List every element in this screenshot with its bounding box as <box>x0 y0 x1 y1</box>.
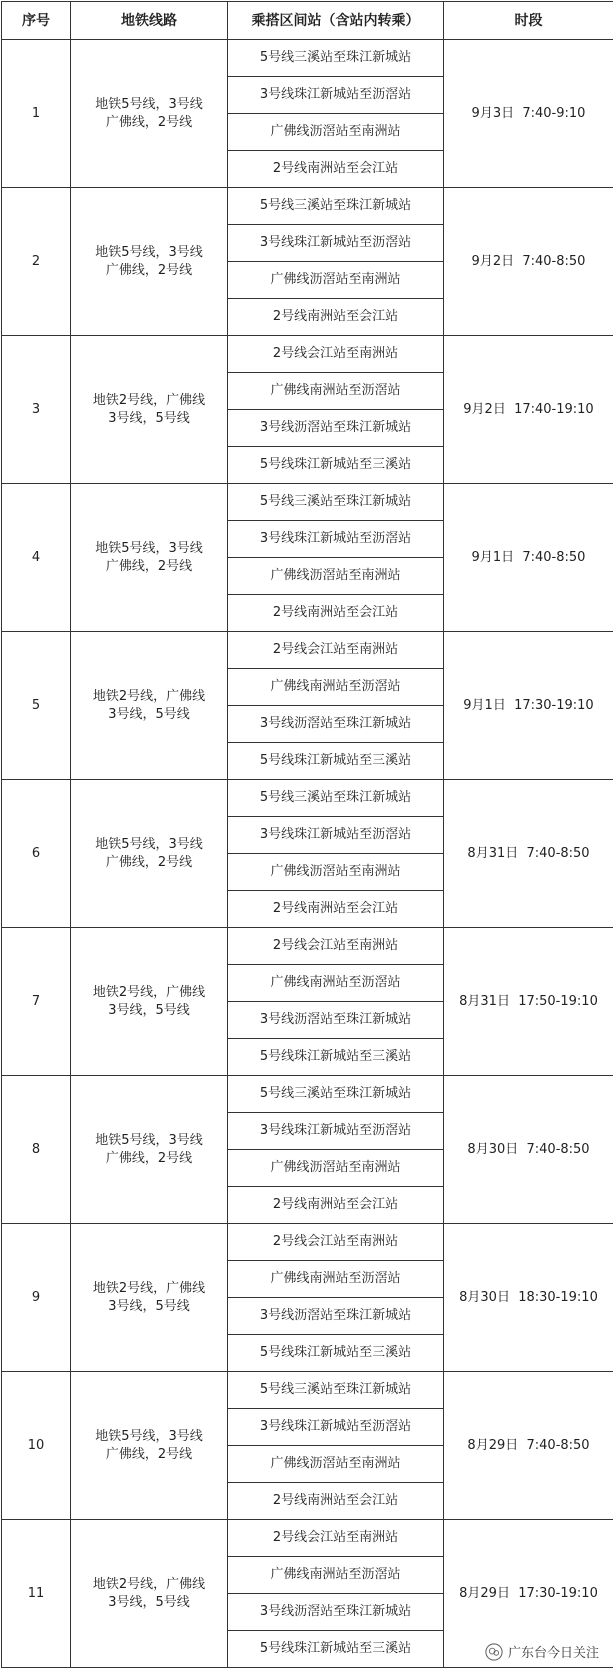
segment-cell: 广佛线南洲站至沥滘站 <box>228 1557 444 1594</box>
segment-cell: 2号线会江站至南洲站 <box>228 928 444 965</box>
metro-lines: 地铁2号线，广佛线 3号线，5号线 <box>71 928 228 1076</box>
table-row <box>2 1520 613 1557</box>
header-metro-lines: 地铁线路 <box>71 2 228 40</box>
metro-lines: 地铁2号线，广佛线 3号线，5号线 <box>71 632 228 780</box>
table-row <box>2 336 613 373</box>
segment-cell: 广佛线沥滘站至南洲站 <box>228 262 444 299</box>
segment-cell: 广佛线南洲站至沥滘站 <box>228 965 444 1002</box>
row-number: 8 <box>2 1076 71 1224</box>
row-number: 6 <box>2 780 71 928</box>
segment-cell: 3号线珠江新城站至沥滘站 <box>228 1113 444 1150</box>
segment-cell: 2号线会江站至南洲站 <box>228 1224 444 1261</box>
segment-cell: 广佛线沥滘站至南洲站 <box>228 854 444 891</box>
row-number: 1 <box>2 40 71 188</box>
table-row <box>2 632 613 669</box>
table-row <box>2 1076 613 1113</box>
table-row <box>2 484 613 521</box>
segment-cell: 5号线三溪站至珠江新城站 <box>228 1372 444 1409</box>
segment-cell: 5号线三溪站至珠江新城站 <box>228 780 444 817</box>
time-slot: 9月1日 7:40-8:50 <box>444 484 613 632</box>
wechat-icon <box>485 1643 503 1661</box>
segment-cell: 5号线珠江新城站至三溪站 <box>228 1039 444 1076</box>
row-number: 2 <box>2 188 71 336</box>
segment-cell: 2号线南洲站至会江站 <box>228 151 444 188</box>
segment-cell: 广佛线沥滘站至南洲站 <box>228 1446 444 1483</box>
segment-cell: 2号线南洲站至会江站 <box>228 891 444 928</box>
table-body <box>2 40 613 1668</box>
segment-cell: 5号线珠江新城站至三溪站 <box>228 1335 444 1372</box>
segment-cell: 2号线南洲站至会江站 <box>228 595 444 632</box>
segment-cell: 广佛线南洲站至沥滘站 <box>228 373 444 410</box>
segment-cell: 5号线三溪站至珠江新城站 <box>228 484 444 521</box>
time-slot: 8月29日 17:30-19:10 <box>444 1520 613 1668</box>
time-slot: 9月1日 17:30-19:10 <box>444 632 613 780</box>
segment-cell: 3号线珠江新城站至沥滘站 <box>228 77 444 114</box>
segment-cell: 5号线三溪站至珠江新城站 <box>228 188 444 225</box>
header-segments: 乘搭区间站（含站内转乘） <box>228 2 444 40</box>
segment-cell: 5号线珠江新城站至三溪站 <box>228 743 444 780</box>
segment-cell: 3号线珠江新城站至沥滘站 <box>228 817 444 854</box>
watermark-text: 广东台今日关注 <box>507 1646 599 1661</box>
metro-lines: 地铁5号线，3号线 广佛线，2号线 <box>71 40 228 188</box>
time-slot: 8月29日 7:40-8:50 <box>444 1372 613 1520</box>
metro-lines: 地铁5号线，3号线 广佛线，2号线 <box>71 780 228 928</box>
segment-cell: 3号线沥滘站至珠江新城站 <box>228 1002 444 1039</box>
table-row <box>2 1224 613 1261</box>
segment-cell: 2号线南洲站至会江站 <box>228 1187 444 1224</box>
segment-cell: 2号线南洲站至会江站 <box>228 1483 444 1520</box>
watermark <box>481 1640 603 1663</box>
table-row <box>2 1372 613 1409</box>
row-number: 10 <box>2 1372 71 1520</box>
time-slot: 9月2日 17:40-19:10 <box>444 336 613 484</box>
segment-cell: 5号线三溪站至珠江新城站 <box>228 40 444 77</box>
segment-cell: 广佛线沥滘站至南洲站 <box>228 1150 444 1187</box>
segment-cell: 2号线会江站至南洲站 <box>228 632 444 669</box>
schedule-table <box>1 1 613 1668</box>
segment-cell: 3号线沥滘站至珠江新城站 <box>228 1594 444 1631</box>
segment-cell: 3号线沥滘站至珠江新城站 <box>228 410 444 447</box>
row-number: 4 <box>2 484 71 632</box>
metro-lines: 地铁5号线，3号线 广佛线，2号线 <box>71 1076 228 1224</box>
time-slot: 9月3日 7:40-9:10 <box>444 40 613 188</box>
segment-cell: 3号线珠江新城站至沥滘站 <box>228 521 444 558</box>
segment-cell: 2号线会江站至南洲站 <box>228 1520 444 1557</box>
row-number: 3 <box>2 336 71 484</box>
segment-cell: 2号线南洲站至会江站 <box>228 299 444 336</box>
segment-cell: 5号线珠江新城站至三溪站 <box>228 1631 444 1668</box>
table-row <box>2 780 613 817</box>
segment-cell: 5号线三溪站至珠江新城站 <box>228 1076 444 1113</box>
table-row <box>2 40 613 77</box>
table-row <box>2 188 613 225</box>
time-slot: 8月31日 7:40-8:50 <box>444 780 613 928</box>
metro-lines: 地铁2号线，广佛线 3号线，5号线 <box>71 1224 228 1372</box>
metro-lines: 地铁5号线，3号线 广佛线，2号线 <box>71 484 228 632</box>
row-number: 5 <box>2 632 71 780</box>
table-header-row <box>2 2 613 40</box>
table-row <box>2 928 613 965</box>
metro-lines: 地铁5号线，3号线 广佛线，2号线 <box>71 1372 228 1520</box>
header-time: 时段 <box>444 2 613 40</box>
row-number: 9 <box>2 1224 71 1372</box>
time-slot: 8月30日 7:40-8:50 <box>444 1076 613 1224</box>
time-slot: 8月31日 17:50-19:10 <box>444 928 613 1076</box>
segment-cell: 3号线珠江新城站至沥滘站 <box>228 225 444 262</box>
segment-cell: 3号线沥滘站至珠江新城站 <box>228 706 444 743</box>
segment-cell: 广佛线沥滘站至南洲站 <box>228 114 444 151</box>
header-number: 序号 <box>2 2 71 40</box>
segment-cell: 3号线沥滘站至珠江新城站 <box>228 1298 444 1335</box>
segment-cell: 2号线会江站至南洲站 <box>228 336 444 373</box>
metro-lines: 地铁2号线，广佛线 3号线，5号线 <box>71 336 228 484</box>
metro-lines: 地铁2号线，广佛线 3号线，5号线 <box>71 1520 228 1668</box>
row-number: 7 <box>2 928 71 1076</box>
row-number: 11 <box>2 1520 71 1668</box>
metro-lines: 地铁5号线，3号线 广佛线，2号线 <box>71 188 228 336</box>
segment-cell: 3号线珠江新城站至沥滘站 <box>228 1409 444 1446</box>
segment-cell: 广佛线沥滘站至南洲站 <box>228 558 444 595</box>
time-slot: 9月2日 7:40-8:50 <box>444 188 613 336</box>
segment-cell: 5号线珠江新城站至三溪站 <box>228 447 444 484</box>
time-slot: 8月30日 18:30-19:10 <box>444 1224 613 1372</box>
segment-cell: 广佛线南洲站至沥滘站 <box>228 1261 444 1298</box>
segment-cell: 广佛线南洲站至沥滘站 <box>228 669 444 706</box>
